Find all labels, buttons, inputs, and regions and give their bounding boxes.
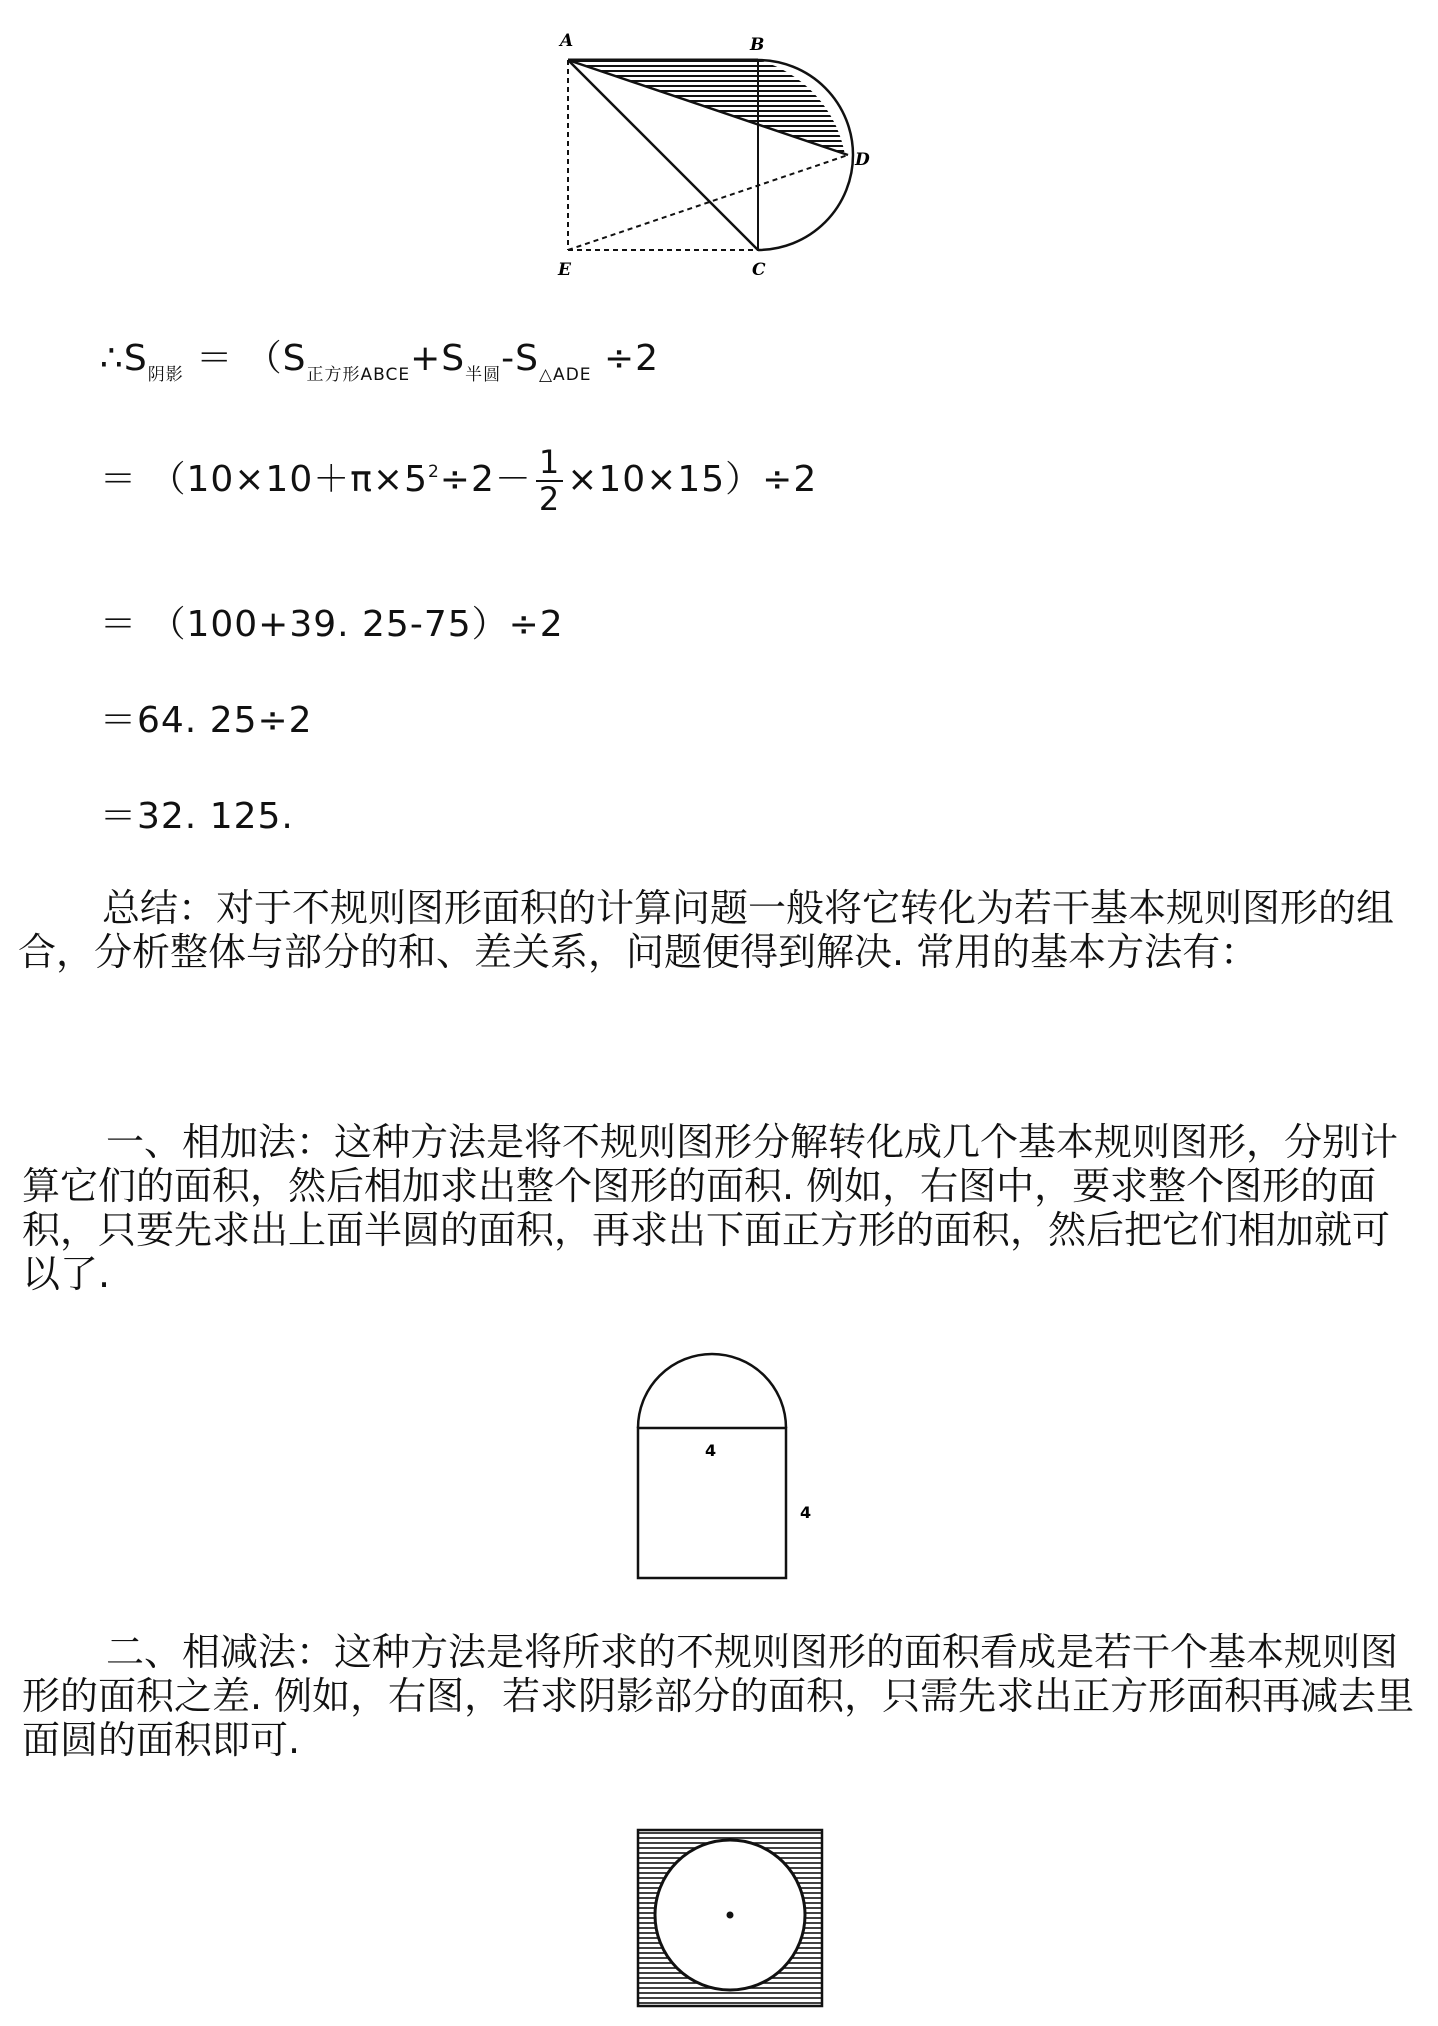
figure-circle-in-square xyxy=(630,1822,830,2022)
method-subtraction-text: 二、相减法：这种方法是将所求的不规则图形的面积看成是若干个基本规则图形的面积之差. 例如，右图，若求阴影部分的面积，只需先求出正方形面积再减去里面圆的面积即可. xyxy=(22,1630,1415,1762)
equation-line-5: ＝32. 125. xyxy=(100,796,294,837)
inner-side-label: 4 xyxy=(705,1441,717,1460)
summary-paragraph xyxy=(18,886,1418,974)
equation-line-3: ＝ （100+39. 25-75）÷2 xyxy=(100,604,564,645)
label-d: D xyxy=(855,150,870,170)
outer-side-label: 4 xyxy=(800,1503,812,1522)
equation-line-1: $\therefore S_{阴影} = (S_{正方形ABCE}+S_{半圆}-S_{\triangle ADE} \div 2$ xyxy=(100,338,660,385)
center-point xyxy=(727,1912,734,1919)
method-subtraction-paragraph xyxy=(22,1630,1422,1762)
fraction-one-half: $\frac{1}{2}$ xyxy=(536,445,563,517)
summary-text: 总结：对于不规则图形面积的计算问题一般将它转化为若干基本规则图形的组合，分析整体与部分的和、差关系，问题便得到解决. 常用的基本方法有： xyxy=(18,886,1395,974)
method-addition-text: 一、相加法：这种方法是将不规则图形分解转化成几个基本规则图形，分别计算它们的面积，然后相加求出整个图形的面积. 例如，右图中，要求整个图形的面积，只要先求出上面半圆的面积，再求出下面正方形的面积，然后把它们相加就可以了. xyxy=(22,1120,1399,1296)
label-e: E xyxy=(558,260,571,280)
equation-line-2: ＝ （$10\times 10+\pi\times 5^2\div 2-$ $\frac{1}{2}$ ×10×15）÷2 xyxy=(100,443,818,519)
method-addition-paragraph xyxy=(22,1120,1422,1296)
figure-square-semicircle xyxy=(540,20,920,300)
equation-line-4: ＝64. 25÷2 xyxy=(100,700,313,741)
label-c: C xyxy=(752,260,766,280)
label-a: A xyxy=(560,31,574,51)
label-b: B xyxy=(750,35,765,55)
figure-semicircle-on-square xyxy=(630,1348,830,1588)
